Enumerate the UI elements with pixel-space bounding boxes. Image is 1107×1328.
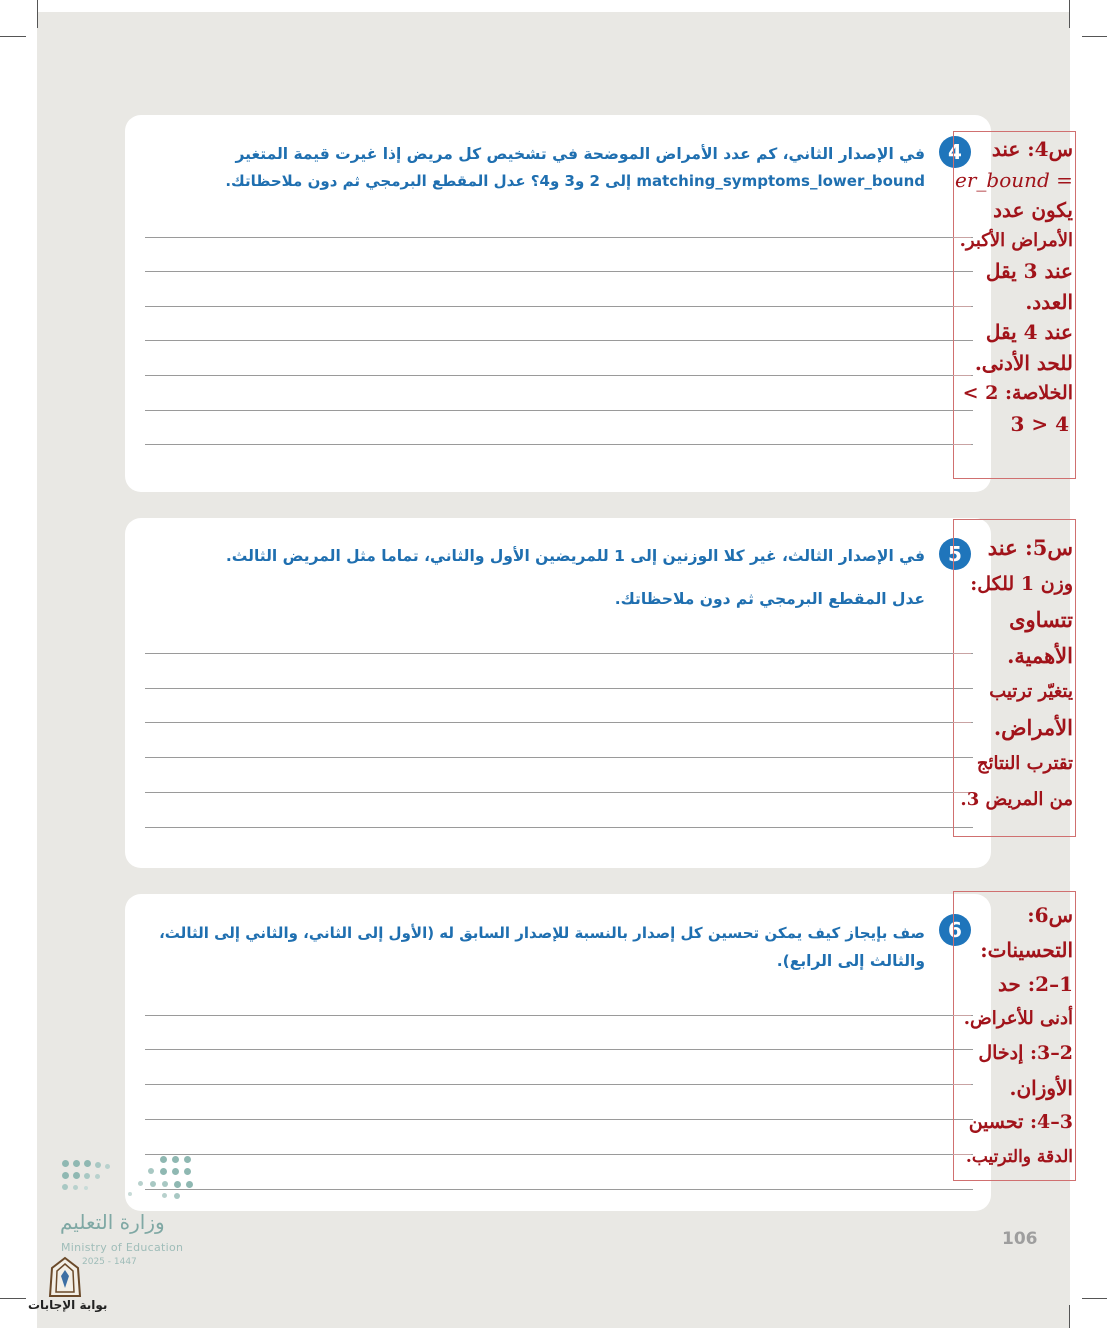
- writing-line: [145, 1084, 973, 1085]
- ministry-year: 2025 - 1447: [82, 1257, 137, 1267]
- writing-line: [145, 757, 973, 758]
- page-number: 106: [1002, 1229, 1038, 1249]
- answer-line: تقترب النتائج: [976, 753, 1073, 774]
- writing-line: [145, 410, 973, 411]
- answer-line: الأمراض.: [993, 715, 1073, 740]
- question-text-line: والثالث إلى الرابع).: [776, 952, 925, 970]
- answer-text-5: [955, 530, 1073, 818]
- writing-line: [145, 1154, 973, 1155]
- writing-line: [145, 1119, 973, 1120]
- answer-text-6: [955, 898, 1073, 1174]
- answer-line: يكون عدد: [993, 198, 1073, 222]
- writing-line: [145, 688, 973, 689]
- answer-line: الدقة والترتيب.: [965, 1146, 1073, 1167]
- question-text-line: صف بإيجاز كيف يمكن تحسين كل إصدار بالنسبة للإصدار السابق له (الأول إلى الثاني، والثاني إلى الثالث،: [159, 924, 925, 942]
- crop-mark: [37, 0, 38, 28]
- answer-line: العدد.: [1025, 289, 1073, 314]
- answer-line: 1–2: حد: [997, 972, 1073, 996]
- crop-mark: [1069, 1305, 1070, 1328]
- writing-line: [145, 827, 973, 828]
- writing-line: [145, 271, 973, 272]
- writing-line: [145, 306, 973, 307]
- writing-line: [145, 653, 973, 654]
- answer-line: er_bound =: [955, 167, 1073, 192]
- writing-line: [145, 237, 973, 238]
- ministry-logo-dots: [62, 1154, 198, 1202]
- crop-mark: [1082, 36, 1107, 37]
- writing-line: [145, 444, 973, 445]
- question-text-line: في الإصدار الثالث، غير كلا الوزنين إلى 1 للمريضين الأول والثاني، تماما مثل المريض الثالث.: [225, 547, 925, 565]
- answer-box-tick: [953, 444, 971, 445]
- answer-line: تتساوى: [1009, 607, 1073, 632]
- answer-line: من المريض 3.: [960, 789, 1073, 810]
- writing-line: [145, 1049, 973, 1050]
- answer-line: س6:: [1027, 903, 1073, 927]
- answer-line: التحسينات:: [980, 937, 1073, 962]
- writing-line: [145, 375, 973, 376]
- portal-name: بوابة الإجابات: [28, 1298, 108, 1312]
- question-number-badge: 6: [939, 914, 971, 946]
- answer-line: أدنى للأعراض.: [963, 1007, 1073, 1029]
- answer-line: 3 > 4: [1010, 411, 1069, 436]
- ministry-name-arabic: وزارة التعليم: [60, 1210, 165, 1234]
- answer-text-4: [955, 134, 1073, 439]
- portal-logo-icon: [44, 1256, 86, 1298]
- answer-line: للحد الأدنى.: [974, 350, 1073, 375]
- question-card-5: [125, 518, 991, 868]
- question-text-line: في الإصدار الثاني، كم عدد الأمراض الموضحة في تشخيص كل مريض إذا غيرت قيمة المتغير: [235, 145, 925, 163]
- answer-line: س4: عند: [991, 137, 1073, 161]
- answer-line: الخلاصة: 2 >: [962, 382, 1073, 404]
- crop-mark: [0, 36, 26, 37]
- answer-line: 3–4: تحسين: [968, 1111, 1073, 1133]
- writing-line: [145, 1015, 973, 1016]
- crop-mark: [0, 1298, 26, 1299]
- question-text-line: عدل المقطع البرمجي ثم دون ملاحظاتك.: [614, 590, 925, 608]
- answer-line: الأمراض الأكبر.: [959, 229, 1073, 251]
- answer-line: عند 4 يقل: [985, 320, 1073, 344]
- writing-line: [145, 722, 973, 723]
- writing-line: [145, 1189, 973, 1190]
- answer-line: س5: عند: [987, 535, 1073, 560]
- question-text-line: matching_symptoms_lower_bound إلى 2 و3 و4؟ عدل المقطع البرمجي ثم دون ملاحظاتك.: [225, 172, 925, 190]
- answer-line: 2–3: إدخال: [978, 1042, 1073, 1064]
- answer-line: الأهمية.: [1007, 643, 1073, 668]
- answer-line: الأوزان.: [1009, 1075, 1073, 1100]
- answer-line: عند 3 يقل: [985, 259, 1073, 283]
- question-number-badge: 5: [939, 538, 971, 570]
- answer-line: يتغيّر ترتيب: [989, 681, 1073, 702]
- writing-line: [145, 792, 973, 793]
- ministry-name-english: Ministry of Education: [61, 1241, 184, 1254]
- answer-line: وزن 1 للكل:: [970, 573, 1073, 595]
- crop-mark: [1069, 0, 1070, 28]
- crop-mark: [1082, 1298, 1107, 1299]
- question-number-badge: 4: [939, 136, 971, 168]
- writing-line: [145, 340, 973, 341]
